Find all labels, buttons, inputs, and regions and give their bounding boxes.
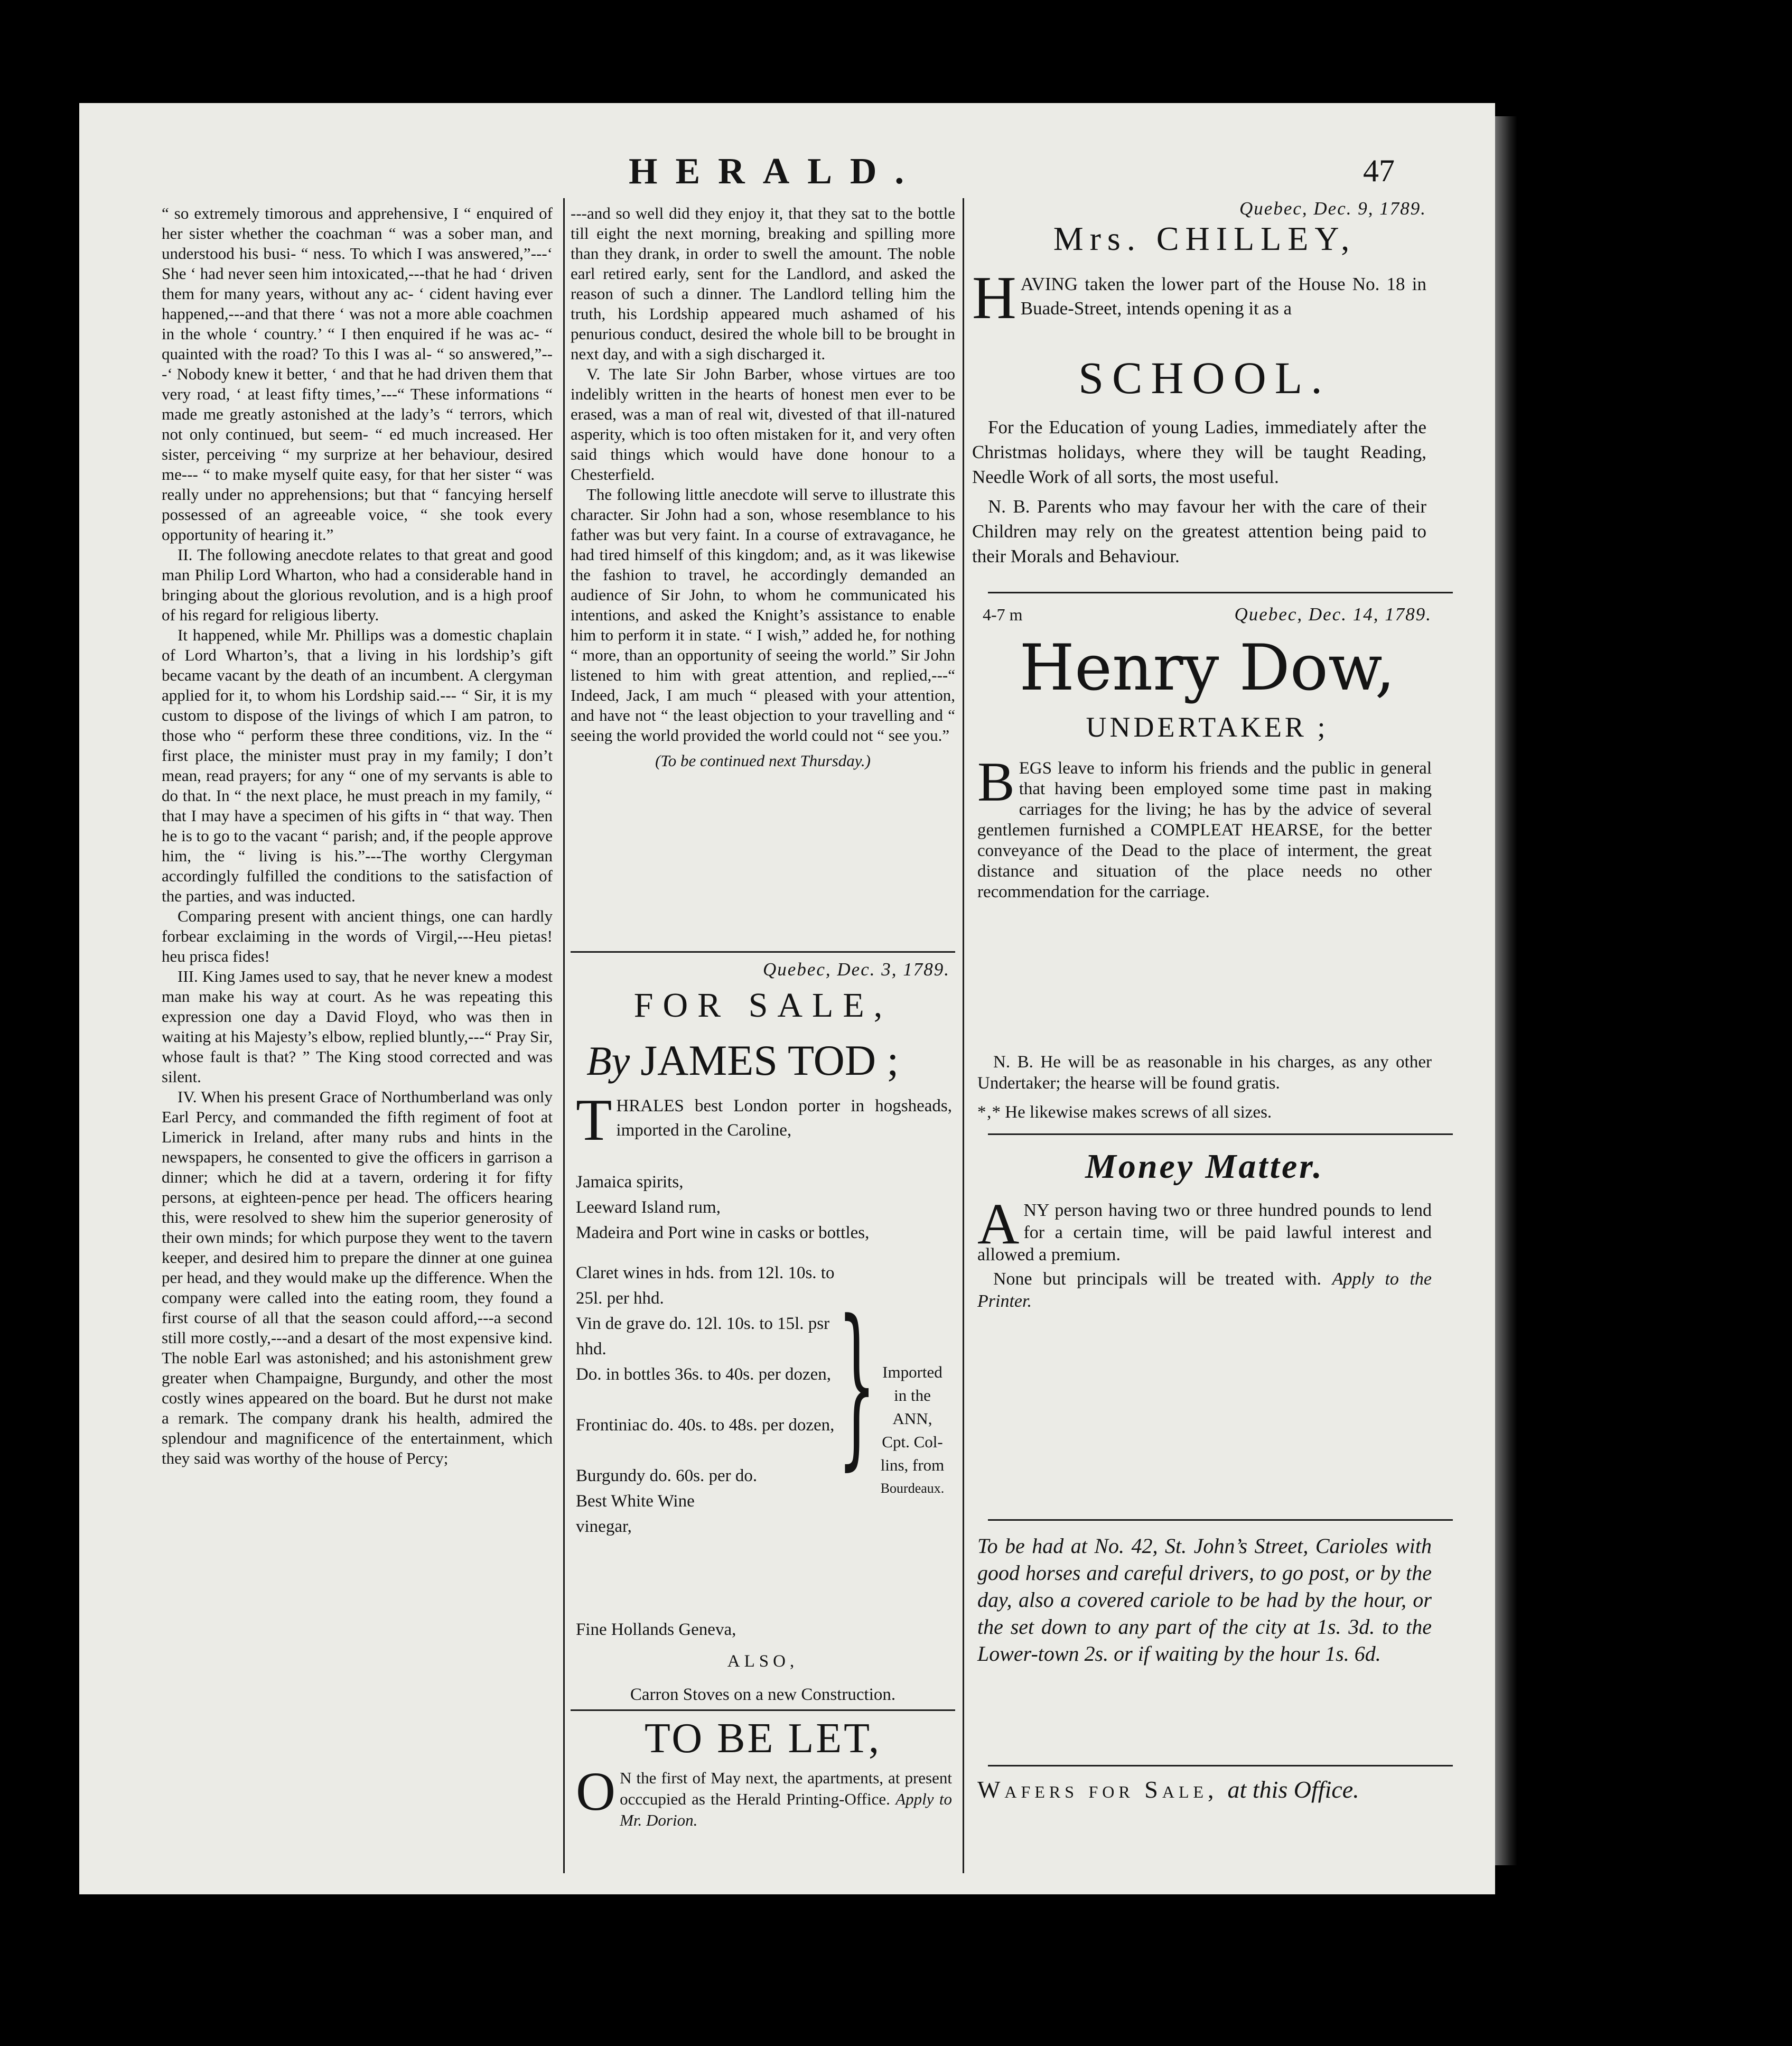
ad-heading: FOR SALE,	[633, 986, 892, 1025]
imported-line: Bourdeaux.	[880, 1481, 945, 1496]
stoves-line: Carron Stoves on a new Construction.	[630, 1685, 896, 1704]
sale-item: Best White Wine vinegar,	[576, 1492, 695, 1536]
let-apply: Apply to Mr. Dorion.	[620, 1790, 953, 1829]
money-note: None but principals will be treated with.	[993, 1269, 1321, 1289]
section-rule	[988, 1765, 1453, 1766]
brace-icon: }	[837, 1283, 876, 1486]
continued-note: (To be continued next Thursday.)	[655, 751, 871, 770]
seller-line	[586, 1036, 956, 1085]
article-paragraph: V. The late Sir John Barber, whose virtues are too indelibly written in the hearts of honest men ever to be erased, was a man of real wit, divested of that ill-natured asperity, which is too often mistaken for it, and very often said things which would have done honour to a Chesterfield.	[571, 365, 955, 483]
let-body: O N the first of May next, the apartments, at present occcupied as the Herald Printing-Office. Apply to Mr. Dorion.	[576, 1761, 953, 1829]
section-rule	[571, 951, 955, 953]
section-rule	[988, 592, 1453, 593]
sale-item: Leeward Island rum,	[576, 1198, 721, 1217]
section-rule	[988, 1519, 1453, 1521]
school-name: Mrs. CHILLEY,	[1053, 220, 1356, 257]
sale-intro: THRALES best London porter in hogsheads, imported in the Caroline,	[576, 1087, 952, 1153]
school-nb: N. B. Parents who may favour her with the care of their Children may rely on the greatest attention being paid to their Morals and Behaviour.	[972, 496, 1426, 566]
undertaker-trade: UNDERTAKER ;	[1086, 711, 1329, 743]
also-label: ALSO,	[727, 1652, 799, 1671]
undertaker-body-text: EGS leave to inform his friends and the public in general that having been employed some time past in making carriages for the living; he has by the advice of several gentlemen furnished a COMPLEAT HEARSE, for the better conveyance of the Dead to the place of interment, the great distance and situation of the place needs no other recommendation for the carriage.	[977, 759, 1432, 901]
school-body: HAVING taken the lower part of the House No. 18 in Buade-Street, intends opening it as a	[972, 264, 1426, 332]
article-paragraph: III. King James used to say, that he never knew a modest man make his way at court. As he was repeating this expression one day a David Floyd, who was then in waiting at his Majesty’s elbow, replied bluntly,---“ Pray Sir, whose fault is that? ” The King stood corrected and was silent.	[162, 967, 553, 1086]
sale-item: Jamaica spirits,	[576, 1173, 684, 1192]
column-rule-1	[563, 198, 565, 1873]
school-purpose: For the Education of young Ladies, immediately after the Christmas holidays, where they will be taught Reading, Needle Work of all sorts, the most useful.	[972, 417, 1426, 487]
page-header	[79, 151, 1495, 193]
book-binding-edge	[1495, 116, 1517, 1865]
money-apply: Apply to the Printer.	[977, 1269, 1432, 1311]
page-number: 47	[1363, 153, 1395, 188]
sale-items-b	[576, 1260, 840, 1539]
money-heading: Money Matter.	[1085, 1147, 1324, 1186]
sale-item: Madeira and Port wine in casks or bottles,	[576, 1223, 870, 1242]
sale-item: Claret wines in hds. from 12l. 10s. to 25l. per hhd.	[576, 1263, 835, 1308]
sale-items-a	[576, 1169, 952, 1245]
school-body-text: AVING taken the lower part of the House No. 18 in Buade-Street, intends opening it as a	[1020, 274, 1426, 319]
sale-item: Frontiniac do. 40s. to 48s. per dozen,	[576, 1416, 835, 1435]
article-paragraph: It happened, while Mr. Phillips was a domestic chaplain of Lord Wharton’s, that a living in his lordship’s gift became vacant by the death of an incumbent. A clergyman applied for it, to whom his Lordship said.--- “ Sir, it is my custom to dispose of the livings of which I am patron, to those who “ perform these three conditions, viz. In the “ first place, the minister must pray in my family; I don’t mean, read prayers; for any “ one of my servants is able to do that. In “ the next place, he must preach in my family, “ that I may have a specimen of his gifts in “ that way. Then he is to go to the vacant “ parish; and, if the people approve him, the “ living is his.”---The worthy Clergyman accordingly fulfilled the conditions to the satisfaction of the parties, and was inducted.	[162, 626, 553, 905]
by-label: By	[586, 1038, 630, 1084]
article-paragraph: II. The following anecdote relates to that great and good man Philip Lord Wharton, who had a considerable hand in bringing about the glorious revolution, and is a high proof of his regard for religious liberty.	[162, 545, 553, 624]
article-paragraph: ---and so well did they enjoy it, that they sat to the bottle till eight the next morning, breaking and spilling more than they drank, in order to swell the amount. The noble earl retired early, sent for the Landlord, and asked the reason of such a dinner. The Landlord telling him the truth, his Lordship appeared much ashamed of his penurious conduct, desired the whole bill to be brought in next day, and with a sigh discharged it.	[571, 204, 955, 363]
cariole-ad: To be had at No. 42, St. John’s Street, Carioles with good horses and careful drivers, to go post, or by the day, also a covered cariole to be had by the hour, or the set down to any part of the city at 1s. 3d. to the Lower-town 2s. or if waiting by the hour 1s. 6d.	[977, 1534, 1432, 1666]
money-note-line	[977, 1268, 1432, 1313]
sale-item: Burgundy do. 60s. per do.	[576, 1466, 758, 1485]
sale-intro-text: HRALES best London porter in hogsheads, imported in the Caroline,	[616, 1096, 952, 1140]
dateline: Quebec, Dec. 14, 1789.	[1234, 604, 1432, 625]
wafers-location: at this Office.	[1227, 1776, 1359, 1803]
left-column	[162, 203, 553, 1873]
sale-item: Vin de grave do. 12l. 10s. to 15l. psr hhd.	[576, 1314, 830, 1359]
wafers-ad	[977, 1775, 1432, 1849]
masthead-title: HERALD.	[629, 151, 922, 192]
sale-after-items: Fine Hollands Geneva,	[576, 1620, 736, 1639]
imported-line: ANN,	[892, 1409, 932, 1428]
money-body: ANY person having two or three hundred pounds to lend for a certain time, will be paid lawful interest and allowed a premium.	[977, 1192, 1432, 1264]
ad-code: 4-7 m	[983, 605, 1023, 624]
to-be-let-ad	[571, 1715, 955, 1873]
imported-line: in the	[894, 1386, 931, 1405]
section-rule	[988, 1133, 1453, 1135]
undertaker-name: Henry Dow,	[1019, 631, 1395, 705]
wafers-text: Wafers for Sale,	[977, 1776, 1218, 1803]
article-paragraph: The following little anecdote will serve to illustrate this character. Sir John had a son, whose resemblance to his father was but very faint. In a course of extravagance, he had tired himself of this kingdom; and, as it was likewise the fashion to travel, he accordingly demanded an audience of Sir John, to whom he communicated his intentions, and asked the Knight’s assistance to enable him to perform it in state. “ I wish,” added he, for nothing “ more, than an opportunity of seeing the world.” Sir John listened to him with great attention, and replied,---“ Indeed, Jack, I am much “ pleased with your attention, and have not “ the least objection to your travelling and “ seeing the world provided the world could not “ see you.”	[571, 485, 955, 745]
money-body-text: NY person having two or three hundred pounds to lend for a certain time, will be paid lawful interest and allowed a premium.	[977, 1201, 1432, 1264]
middle-column-story	[571, 203, 955, 943]
imported-line: Imported	[882, 1363, 942, 1381]
ad-heading: TO BE LET,	[644, 1715, 882, 1762]
undertaker-extra: *‚* He likewise makes screws of all sizes.	[977, 1103, 1272, 1122]
school-heading: SCHOOL.	[1078, 352, 1331, 403]
imported-note	[873, 1361, 952, 1500]
undertaker-body: BEGS leave to inform his friends and the public in general that having been employed some time past in making carriages for the living; he has by the advice of several gentlemen furnished a COMPLEAT HEARSE, for the better conveyance of the Dead to the place of interment, the great distance and situation of the place needs no other recommendation for the carriage.	[977, 751, 1432, 901]
imported-line: Cpt. Col-	[882, 1433, 943, 1451]
sale-item: Do. in bottles 36s. to 40s. per dozen,	[576, 1365, 832, 1384]
article-paragraph: IV. When his present Grace of Northumberland was only Earl Percy, and commanded the fifth regiment of foot at Limerick in Ireland, after many rubs and hints in the newspapers, he consented to give the officers in garrison a dinner; which he did at a tavern, ordering it for fifty persons, at eighteen-pence per head. The officers hearing this, were resolved to shew him the superior generosity of their own minds; for which purpose they went to the tavern keeper, and desired him to prepare the dinner at one guinea per head, and they would make up the difference. When the company were called into the eating room, they found a first course of all that the season could afford,---a second still more costly,---and a desart of the most expensive kind. The noble Earl was astonished; and his astonishment grew greater when Champaigne, Burgundy, and other the most costly wines appeared on the board. But he durst not make a remark. The company drank his health, admired the splendour and magnificence of the entertainment, which they said was worthy of the house of Percy;	[162, 1087, 553, 1467]
for-sale-ad	[571, 959, 955, 1720]
column-rule-2	[963, 198, 964, 1873]
dateline: Quebec, Dec. 3, 1789.	[763, 959, 950, 980]
article-paragraph: “ so extremely timorous and apprehensive, I “ enquired of her sister whether the coachman “ was a sober man, and understood his busi- “ ness. To which I was answered,”---‘ She ‘ had never seen him intoxicated,---that he had ‘ driven them for many years, without any ac- ‘ cident having ever happened,---and that there ‘ was not a more able coachmen in the whole ‘ country.’ “ I then enquired if he was ac- “ quainted with the road? To this I was al- “ so answered,”---‘ Nobody knew it better, ‘ and that he had driven them that very road, ‘ at least fifty times,’---“ These informations “ made me greatly astonished at the lady’s “ terrors, which not only continued, but seem- “ ed much increased. Her sister, perceiving “ my surprize at her behaviour, desired me--- “ to make myself quite easy, for that her sister “ was really under no apprehensions; but that “ fancying herself possessed of an agreeable voice, “ she took every opportunity of hearing it.”	[162, 204, 553, 544]
dateline: Quebec, Dec. 9, 1789.	[1239, 198, 1426, 219]
newspaper-page	[79, 103, 1495, 1894]
article-paragraph: Comparing present with ancient things, one can hardly forbear exclaiming in the words of Virgil,---Heu pietas! heu prisca fides!	[162, 907, 553, 965]
seller-name: JAMES TOD ;	[640, 1036, 899, 1084]
money-ad	[972, 1141, 1437, 1353]
section-rule	[571, 1709, 955, 1711]
let-body-text: N the first of May next, the apartments, at present occcupied as the Herald Printing-Office.	[620, 1769, 952, 1808]
imported-line: lins, from	[880, 1456, 945, 1474]
undertaker-nb: N. B. He will be as reasonable in his charges, as any other Undertaker; the hearse will be found gratis.	[977, 1053, 1432, 1093]
